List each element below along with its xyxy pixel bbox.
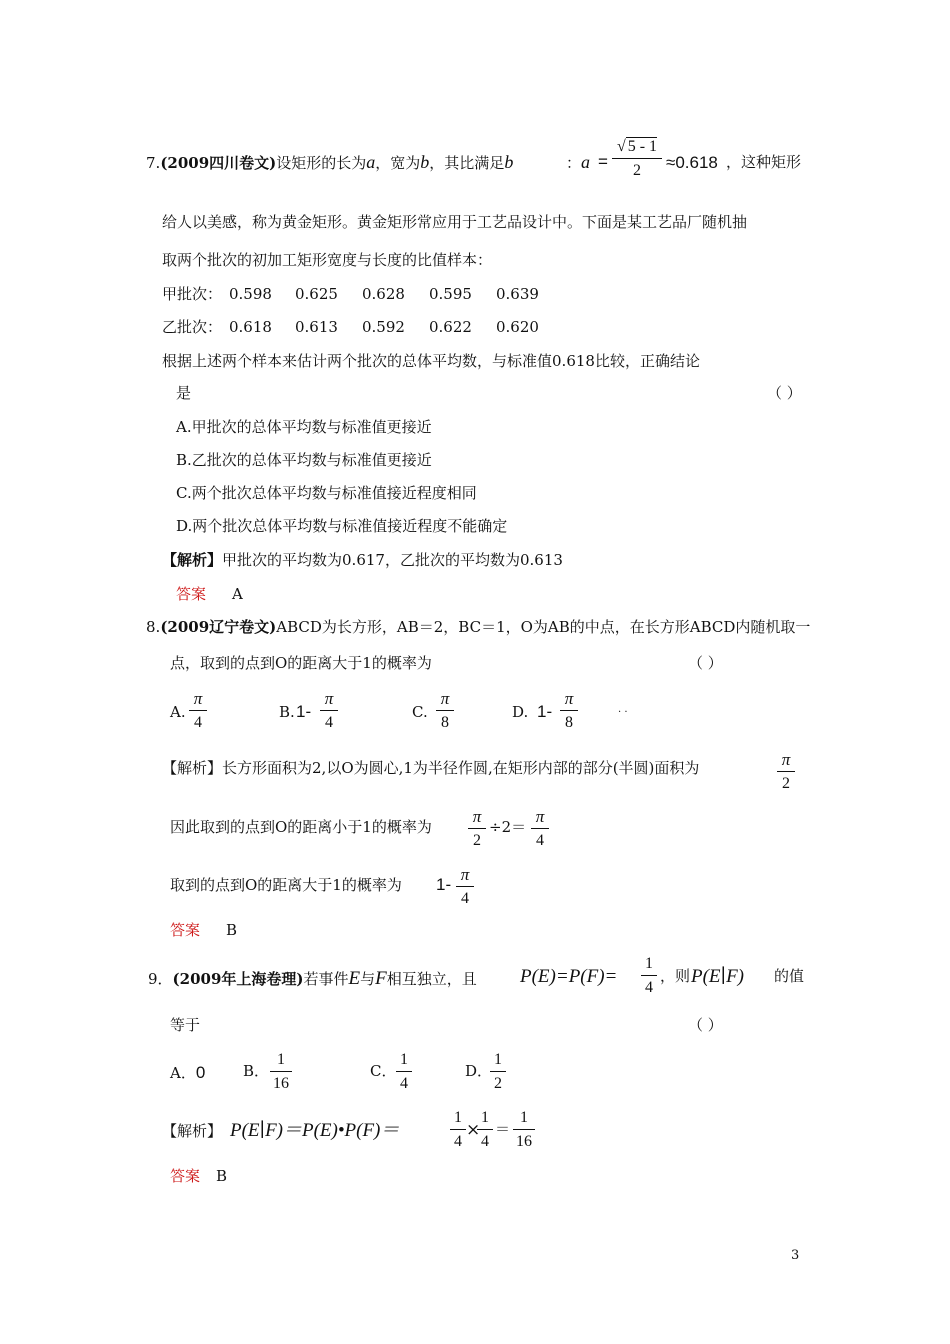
q8-option-a: A.: [170, 703, 186, 721]
q8-text: ABCD为长方形，AB＝2，BC＝1，O为AB的中点，在长方形ABCD内随机取一: [276, 618, 811, 636]
q9-denominator: 4: [481, 1133, 489, 1150]
q8-option-b: B.: [279, 703, 295, 721]
q7-ratio-b: b: [504, 152, 514, 172]
q8-one-minus: 1-: [296, 702, 312, 721]
q7-ratio-a: a: [581, 152, 591, 172]
q7-number: 7.: [146, 154, 161, 172]
q9-denominator: 4: [645, 979, 653, 996]
q9-numerator: 1: [270, 1052, 292, 1072]
q7-var-a: a: [366, 152, 376, 172]
q9-line1: [148, 969, 477, 988]
q9-text: 若事件: [303, 970, 349, 988]
q9-option-c-fraction: [396, 1052, 412, 1092]
q9-option-d-fraction: [490, 1052, 506, 1092]
q9-text: 的值: [774, 967, 805, 985]
q7-fraction-numerator: [612, 139, 662, 159]
q8-denominator: 4: [325, 714, 333, 731]
q7-line3: 取两个批次的初加工矩形宽度与长度的比值样本：: [162, 251, 493, 269]
q7-jia-value: 0.598: [229, 285, 272, 303]
q8-option-c-fraction: [436, 690, 454, 731]
pi-symbol: π: [531, 808, 549, 829]
q9-option-a-value: 0: [195, 1063, 206, 1082]
q8-one-minus: 1-: [537, 702, 553, 721]
q7-text: ，其比满足: [429, 154, 505, 172]
q7-line6: 根据上述两个样本来估计两个批次的总体平均数，与标准值0.618比较，正确结论: [162, 352, 700, 370]
q8-line2: 点，取到的点到O的距离大于1的概率为: [170, 654, 432, 672]
q7-jia-value: 0.639: [496, 285, 539, 303]
page-number: 3: [791, 1248, 800, 1263]
q7-option-b: B.乙批次的总体平均数与标准值更接近: [176, 451, 432, 469]
q8-option-b-fraction: [320, 690, 338, 731]
q7-fraction-denominator: 2: [633, 162, 641, 179]
pi-symbol: π: [189, 690, 207, 711]
q8-line1: [146, 620, 810, 635]
q8-number: 8.: [146, 618, 161, 636]
q9-number: 9．: [148, 970, 173, 988]
q8-option-d: D.: [512, 703, 529, 721]
q7-option-a: A.甲批次的总体平均数与标准值更接近: [176, 418, 432, 436]
q7-yi-value: 0.618: [229, 318, 272, 336]
q9-option-c: C．: [370, 1062, 397, 1080]
q8-analysis-fraction: [468, 808, 486, 849]
q8-denominator: 2: [782, 775, 790, 792]
q9-denominator: 2: [494, 1075, 502, 1092]
q8-analysis-2: 因此取到的点到O的距离小于1的概率为: [170, 818, 432, 836]
q9-numerator: 1: [513, 1110, 535, 1130]
q8-dots: . .: [618, 704, 628, 715]
q7-yi-value: 0.613: [295, 318, 338, 336]
q7-text: 设矩形的长为: [276, 154, 367, 172]
q9-numerator: 1: [450, 1110, 466, 1130]
q8-denominator: 4: [536, 832, 544, 849]
q9-option-d: D．: [465, 1062, 493, 1080]
q9-option-a: [170, 1064, 205, 1081]
q9-expr3-fraction: [477, 1110, 493, 1150]
q8-source: (2009辽宁卷文): [160, 618, 277, 636]
q7-jia-value: 0.595: [429, 285, 472, 303]
q7-analysis-label: 【解析】: [162, 551, 223, 569]
q9-expr3-fraction: [513, 1110, 535, 1150]
q7-approx-value: ≈0.618: [666, 153, 718, 172]
q7-answer-paren: （ ）: [767, 384, 802, 402]
q8-denominator: 8: [565, 714, 573, 731]
q7-yi-label: 乙批次：: [162, 318, 223, 336]
q8-analysis-3: 取到的点到O的距离大于1的概率为: [170, 876, 402, 894]
q9-numerator: 1: [490, 1052, 506, 1072]
q7-tail: ，这种矩形: [726, 153, 802, 171]
q7-option-c: C.两个批次总体平均数与标准值接近程度相同: [176, 484, 477, 502]
q7-jia-row: [162, 287, 222, 302]
q9-expr3-fraction: [450, 1110, 466, 1150]
q8-analysis-fraction: [456, 866, 474, 907]
q7-source: (2009四川卷文): [160, 154, 277, 172]
q8-answer: [170, 923, 237, 938]
q7-approx: [666, 154, 718, 171]
pi-symbol: π: [777, 751, 795, 772]
pi-symbol: π: [436, 690, 454, 711]
q8-option-a-fraction: [189, 690, 207, 731]
q9-var-f: F: [375, 968, 387, 989]
q7-jia-label: 甲批次：: [162, 285, 223, 303]
q9-text: 与: [360, 970, 376, 988]
q8-denominator: 2: [473, 832, 481, 849]
q7-answer-value: A: [232, 585, 243, 603]
q7-ratio: [566, 153, 590, 171]
q8-answer-label: 答案: [170, 921, 201, 939]
q8-analysis-text: 长方形面积为2,以O为圆心,1为半径作圆,在矩形内部的部分(半圆)面积为: [222, 759, 700, 777]
q9-numerator: 1: [477, 1110, 493, 1130]
q9-denominator: 4: [454, 1133, 462, 1150]
q7-yi-row: [162, 320, 222, 335]
q9-var-e: E: [348, 968, 361, 989]
q7-line1: [146, 153, 513, 171]
q7-analysis-text: 甲批次的平均数为0.617，乙批次的平均数为0.613: [222, 551, 563, 569]
q8-analysis-label: 【解析】: [162, 759, 223, 777]
q9-text: 相互独立，且: [386, 970, 477, 988]
q8-option-c: C.: [412, 703, 428, 721]
q7-equals: =: [598, 152, 608, 171]
q7-jia-value: 0.628: [362, 285, 405, 303]
q7-answer: [176, 587, 243, 602]
q9-expr1-fraction: [641, 956, 657, 996]
q7-sqrt-content: 5 - 1: [627, 138, 658, 155]
q9-answer-paren: （ ）: [688, 1016, 723, 1034]
q8-analysis-fraction: [531, 808, 549, 849]
q7-var-b: b: [420, 152, 430, 172]
q9-times: ×: [466, 1120, 481, 1140]
q8-answer-paren: （ ）: [688, 654, 723, 672]
q9-denominator: 4: [400, 1075, 408, 1092]
q8-option-d-fraction: [560, 690, 578, 731]
q7-text: ，宽为: [375, 154, 421, 172]
pi-symbol: π: [320, 690, 338, 711]
q9-denominator: 16: [273, 1075, 289, 1092]
q9-option-b-fraction: [270, 1052, 292, 1092]
q9-expr1: P(E)=P(F)=: [520, 966, 618, 987]
q7-analysis: [162, 553, 563, 568]
q7-golden-fraction: [612, 139, 662, 179]
q7-yi-value: 0.620: [496, 318, 539, 336]
q8-one-minus: 1-: [436, 875, 452, 894]
q7-yi-value: 0.622: [429, 318, 472, 336]
q9-source: (2009年上海卷理): [172, 970, 304, 988]
q8-denominator: 4: [194, 714, 202, 731]
q8-answer-value: B: [226, 921, 238, 939]
q7-line7: 是: [176, 384, 192, 402]
q9-expr3: P(E∣F)＝P(E)•P(F)＝: [230, 1120, 400, 1141]
q9-denominator: 16: [516, 1133, 532, 1150]
q9-answer-label: 答案: [170, 1167, 201, 1185]
q9-line2: 等于: [170, 1016, 201, 1034]
q9-analysis: [162, 1124, 222, 1139]
q9-answer: [170, 1169, 227, 1184]
q9-numerator: 1: [396, 1052, 412, 1072]
q9-text: ，则: [660, 967, 691, 985]
q9-option-a-label: A．: [170, 1064, 196, 1082]
pi-symbol: π: [468, 808, 486, 829]
q9-expr2: P(E∣F): [691, 966, 745, 987]
q9-numerator: 1: [641, 956, 657, 976]
q8-denominator: 8: [441, 714, 449, 731]
sqrt-icon: √: [616, 138, 626, 155]
q7-yi-value: 0.592: [362, 318, 405, 336]
q9-option-b: B．: [243, 1062, 270, 1080]
pi-symbol: π: [560, 690, 578, 711]
q8-div: ÷2＝: [489, 818, 527, 836]
q9-answer-value: B: [216, 1167, 228, 1185]
q7-jia-value: 0.625: [295, 285, 338, 303]
q7-line2: 给人以美感，称为黄金矩形。黄金矩形常应用于工艺品设计中。下面是某工艺品厂随机抽: [162, 213, 748, 231]
q8-analysis-1: [162, 761, 699, 776]
q9-equals: ＝: [495, 1120, 511, 1138]
q8-denominator: 4: [461, 890, 469, 907]
pi-symbol: π: [456, 866, 474, 887]
q7-option-d: D.两个批次总体平均数与标准值接近程度不能确定: [176, 517, 508, 535]
q7-colon: ：: [566, 154, 582, 172]
q8-analysis-fraction: [777, 751, 795, 792]
q9-analysis-label: 【解析】: [162, 1122, 223, 1140]
q7-answer-label: 答案: [176, 585, 207, 603]
